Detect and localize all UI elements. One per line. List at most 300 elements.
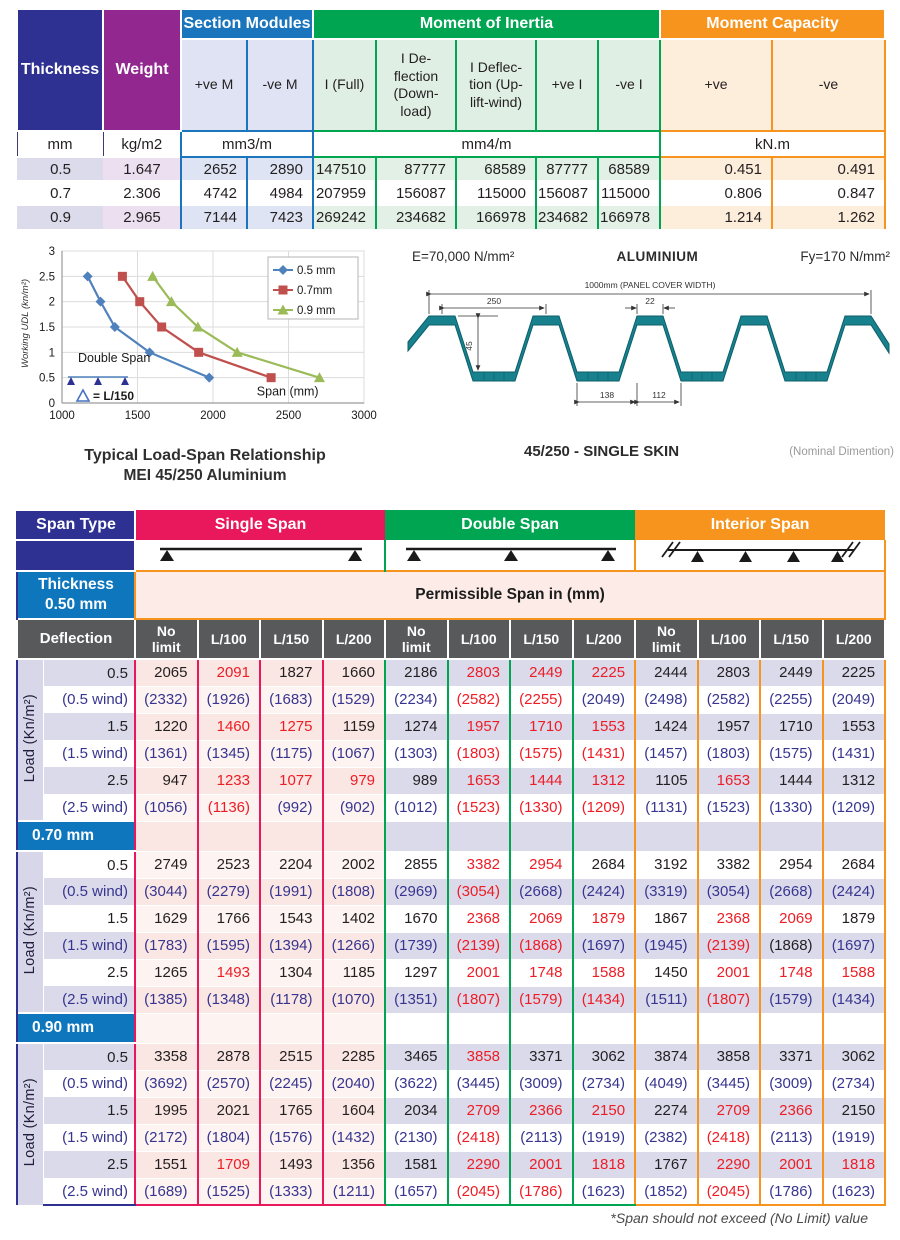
span-value-cell: 1709 <box>198 1151 261 1178</box>
interior-span-header: Interior Span <box>635 510 885 540</box>
span-value-cell: (1211) <box>323 1178 386 1205</box>
span-value-cell: (1209) <box>573 794 636 821</box>
sub-header: I De- flection (Down- load) <box>376 39 456 131</box>
span-type-spacer <box>17 540 135 571</box>
span-value-cell: (1431) <box>573 740 636 767</box>
section-header-spacer <box>573 821 636 851</box>
panel-profile-shape <box>408 316 889 381</box>
property-value-cell: 156087 <box>376 181 456 205</box>
span-value-cell: (1926) <box>198 686 261 713</box>
diagram-caption-row <box>394 443 900 460</box>
span-value-cell: (3054) <box>448 878 511 905</box>
y-tick-label: 2 <box>48 296 55 309</box>
panel-profile-drawing <box>394 264 900 436</box>
span-value-cell: 2954 <box>510 851 573 878</box>
span-value-cell: 1879 <box>573 905 636 932</box>
load-row-label: (2.5 wind) <box>43 794 135 821</box>
span-value-cell: 1748 <box>510 959 573 986</box>
span-value-cell: 1233 <box>198 767 261 794</box>
span-value-cell: 2803 <box>448 659 511 686</box>
span-value-cell: 2878 <box>198 1043 261 1070</box>
deflection-col-header: L/100 <box>698 619 761 659</box>
moment-capacity-header: Moment Capacity <box>660 9 885 39</box>
span-value-cell: (1385) <box>135 986 198 1013</box>
span-value-cell: (1919) <box>573 1124 636 1151</box>
section-header-spacer <box>135 821 198 851</box>
span-value-cell: 2001 <box>448 959 511 986</box>
span-value-cell: (2668) <box>510 878 573 905</box>
load-row-label: (1.5 wind) <box>43 1124 135 1151</box>
legend-label: 0.5 mm <box>297 265 336 277</box>
property-value-cell: 207959 <box>313 181 376 205</box>
profile-caption: 45/250 - SINGLE SKIN <box>524 443 680 460</box>
span-value-cell: 2366 <box>510 1097 573 1124</box>
span-value-cell: (2130) <box>385 1124 448 1151</box>
span-value-cell: (1786) <box>760 1178 823 1205</box>
span-value-cell: 3874 <box>635 1043 698 1070</box>
span-value-cell: (2424) <box>823 878 886 905</box>
span-value-cell: (2049) <box>823 686 886 713</box>
data-point <box>267 373 276 382</box>
span-value-cell: 2368 <box>448 905 511 932</box>
dim-depth: 45 <box>464 341 474 351</box>
unit-mm: mm <box>17 131 103 157</box>
span-value-cell: (1657) <box>385 1178 448 1205</box>
material-info-row <box>394 249 900 264</box>
span-value-cell: (1209) <box>823 794 886 821</box>
unit-kg: kg/m2 <box>103 131 181 157</box>
span-value-cell: (2113) <box>760 1124 823 1151</box>
load-axis-label: Load (Kn/m²) <box>17 851 43 1013</box>
span-value-cell: 1304 <box>260 959 323 986</box>
sub-header: I (Full) <box>313 39 376 131</box>
section-header-spacer <box>260 1013 323 1043</box>
x-axis-label: Span (mm) <box>256 384 319 399</box>
property-value-cell: 147510 <box>313 157 376 181</box>
unit-section-modules: mm3/m <box>181 131 313 157</box>
span-value-cell: (2234) <box>385 686 448 713</box>
thickness-050-header <box>17 571 135 619</box>
section-header-spacer <box>635 1013 698 1043</box>
span-value-cell: 2225 <box>823 659 886 686</box>
data-point <box>118 272 127 281</box>
unit-capacity: kN.m <box>660 131 885 157</box>
span-value-cell: 1312 <box>573 767 636 794</box>
property-value-cell: 87777 <box>536 157 598 181</box>
dim-crest-width: 22 <box>645 296 655 306</box>
span-value-cell: 1867 <box>635 905 698 932</box>
sub-header: I Deflec- tion (Up- lift-wind) <box>456 39 536 131</box>
property-value-cell: 0.7 <box>17 181 103 205</box>
load-row-label: 1.5 <box>43 905 135 932</box>
property-value-cell: 269242 <box>313 205 376 229</box>
span-value-cell: 3358 <box>135 1043 198 1070</box>
section-header-spacer <box>698 1013 761 1043</box>
sub-header: +ve <box>660 39 772 131</box>
span-value-cell: (1457) <box>635 740 698 767</box>
section-header-spacer <box>198 821 261 851</box>
span-value-cell: 2069 <box>510 905 573 932</box>
span-value-cell: 2021 <box>198 1097 261 1124</box>
span-value-cell: (1067) <box>323 740 386 767</box>
span-value-cell: (1056) <box>135 794 198 821</box>
data-point <box>135 297 144 306</box>
span-value-cell: 3192 <box>635 851 698 878</box>
load-row-label: 2.5 <box>43 959 135 986</box>
beam-diagram-row <box>17 540 885 571</box>
load-row-label: 0.5 <box>43 851 135 878</box>
deflection-col-header: L/100 <box>448 619 511 659</box>
span-value-cell: (2570) <box>198 1070 261 1097</box>
span-value-cell: (2582) <box>698 686 761 713</box>
span-value-cell: (1623) <box>823 1178 886 1205</box>
span-value-cell: (1131) <box>635 794 698 821</box>
load-row-label: (0.5 wind) <box>43 686 135 713</box>
dim-rib-spacing: 250 <box>486 296 502 306</box>
table-footnote: *Span should not exceed (No Limit) value <box>610 1210 868 1226</box>
section-header-spacer <box>198 1013 261 1043</box>
span-value-cell: 2444 <box>635 659 698 686</box>
property-value-cell: 4742 <box>181 181 247 205</box>
deflection-col-header: L/200 <box>573 619 636 659</box>
sub-header: -ve M <box>247 39 313 131</box>
property-value-cell: 166978 <box>456 205 536 229</box>
thickness-value: 0.50 mm <box>44 596 108 613</box>
y-axis-label: Working UDL (kn/m²) <box>20 278 31 368</box>
span-value-cell: 1670 <box>385 905 448 932</box>
span-value-cell: (1523) <box>448 794 511 821</box>
span-value-cell: 3382 <box>698 851 761 878</box>
property-value-cell: 234682 <box>536 205 598 229</box>
load-row-label: (1.5 wind) <box>43 740 135 767</box>
span-value-cell: (2049) <box>573 686 636 713</box>
span-value-cell: (2424) <box>573 878 636 905</box>
span-value-cell: (2498) <box>635 686 698 713</box>
span-value-cell: 2684 <box>573 851 636 878</box>
span-value-cell: (2418) <box>448 1124 511 1151</box>
load-axis-label: Load (Kn/m²) <box>17 659 43 821</box>
span-value-cell: (1804) <box>198 1124 261 1151</box>
x-tick-label: 3000 <box>351 410 377 422</box>
deflection-col-header: No limit <box>385 619 448 659</box>
deflection-annotation: = L/150 <box>93 389 135 403</box>
deflection-header-row <box>17 619 885 659</box>
span-value-cell: 1588 <box>823 959 886 986</box>
span-value-cell: 1444 <box>510 767 573 794</box>
span-value-cell: (1579) <box>760 986 823 1013</box>
chart-title-line1: Typical Load-Span Relationship <box>84 447 326 464</box>
span-value-cell: 1653 <box>698 767 761 794</box>
span-value-cell: 989 <box>385 767 448 794</box>
property-value-cell: 2.965 <box>103 205 181 229</box>
legend-label: 0.9 mm <box>297 305 336 317</box>
property-value-cell: 68589 <box>456 157 536 181</box>
property-value-cell: 2.306 <box>103 181 181 205</box>
span-value-cell: 1543 <box>260 905 323 932</box>
span-value-cell: 1879 <box>823 905 886 932</box>
double-span-annotation: Double Span <box>78 351 151 365</box>
span-value-cell: (2255) <box>510 686 573 713</box>
dimension-lines <box>429 290 871 406</box>
sub-header: -ve I <box>598 39 660 131</box>
span-value-cell: 1629 <box>135 905 198 932</box>
section-header-spacer <box>260 821 323 851</box>
span-value-cell: 1581 <box>385 1151 448 1178</box>
x-tick-label: 2000 <box>200 410 226 422</box>
span-value-cell: 979 <box>323 767 386 794</box>
property-value-cell: 7423 <box>247 205 313 229</box>
section-header-spacer <box>760 1013 823 1043</box>
span-value-cell: (1595) <box>198 932 261 959</box>
span-value-cell: (1351) <box>385 986 448 1013</box>
span-value-cell: 2065 <box>135 659 198 686</box>
property-value-cell: 68589 <box>598 157 660 181</box>
deflection-col-header: L/100 <box>198 619 261 659</box>
span-value-cell: (1511) <box>635 986 698 1013</box>
property-value-cell: 156087 <box>536 181 598 205</box>
span-value-cell: (1783) <box>135 932 198 959</box>
span-value-cell: 1159 <box>323 713 386 740</box>
span-value-cell: (2255) <box>760 686 823 713</box>
span-value-cell: (992) <box>260 794 323 821</box>
span-value-cell: 3465 <box>385 1043 448 1070</box>
span-value-cell: 1297 <box>385 959 448 986</box>
section-header-spacer <box>823 1013 886 1043</box>
span-value-cell: (1803) <box>448 740 511 767</box>
property-value-cell: 115000 <box>456 181 536 205</box>
y-tick-label: 0 <box>48 398 55 410</box>
span-value-cell: 3371 <box>760 1043 823 1070</box>
sub-header: +ve M <box>181 39 247 131</box>
pan-groove-marks <box>484 372 816 381</box>
span-value-cell: 1748 <box>760 959 823 986</box>
span-value-cell: 2366 <box>760 1097 823 1124</box>
span-value-cell: (2734) <box>823 1070 886 1097</box>
load-row-label: 2.5 <box>43 767 135 794</box>
span-value-cell: 1493 <box>260 1151 323 1178</box>
data-point <box>279 286 288 295</box>
span-value-cell: 1588 <box>573 959 636 986</box>
moment-of-inertia-header: Moment of Inertia <box>313 9 660 39</box>
span-value-cell: 1450 <box>635 959 698 986</box>
span-value-cell: (1697) <box>823 932 886 959</box>
y-tick-label: 3 <box>48 246 55 258</box>
span-value-cell: 2274 <box>635 1097 698 1124</box>
span-value-cell: (3622) <box>385 1070 448 1097</box>
span-value-cell: 1995 <box>135 1097 198 1124</box>
unit-inertia: mm4/m <box>313 131 660 157</box>
span-value-cell: 1766 <box>198 905 261 932</box>
span-value-cell: 3382 <box>448 851 511 878</box>
span-value-cell: (1852) <box>635 1178 698 1205</box>
span-value-cell: (1431) <box>823 740 886 767</box>
span-value-cell: 2803 <box>698 659 761 686</box>
span-value-cell: (1991) <box>260 878 323 905</box>
deflection-col-header: No limit <box>635 619 698 659</box>
span-value-cell: (1175) <box>260 740 323 767</box>
span-value-cell: (3009) <box>510 1070 573 1097</box>
span-value-cell: (1786) <box>510 1178 573 1205</box>
span-value-cell: 2709 <box>698 1097 761 1124</box>
span-value-cell: 1105 <box>635 767 698 794</box>
deflection-col-header: L/150 <box>510 619 573 659</box>
span-value-cell: (3044) <box>135 878 198 905</box>
span-value-cell: 1957 <box>698 713 761 740</box>
x-tick-label: 1000 <box>49 410 75 422</box>
span-value-cell: 2186 <box>385 659 448 686</box>
property-value-cell: 115000 <box>598 181 660 205</box>
property-value-cell: 0.491 <box>772 157 885 181</box>
dim-pan-width: 138 <box>599 390 615 400</box>
span-value-cell: (2172) <box>135 1124 198 1151</box>
span-value-cell: (1434) <box>823 986 886 1013</box>
span-value-cell: 2001 <box>760 1151 823 1178</box>
span-value-cell: (1689) <box>135 1178 198 1205</box>
property-value-cell: 0.5 <box>17 157 103 181</box>
span-value-cell: 947 <box>135 767 198 794</box>
span-value-cell: (1919) <box>823 1124 886 1151</box>
span-value-cell: 1710 <box>760 713 823 740</box>
span-value-cell: (2279) <box>198 878 261 905</box>
span-value-cell: (1434) <box>573 986 636 1013</box>
double-span-header: Double Span <box>385 510 635 540</box>
span-value-cell: (2382) <box>635 1124 698 1151</box>
span-value-cell: (1330) <box>510 794 573 821</box>
span-value-cell: (3319) <box>635 878 698 905</box>
span-value-cell: (1576) <box>260 1124 323 1151</box>
y-tick-label: 0.5 <box>39 372 55 385</box>
span-value-cell: (2418) <box>698 1124 761 1151</box>
span-value-cell: 3858 <box>698 1043 761 1070</box>
span-value-cell: 1553 <box>823 713 886 740</box>
span-value-cell: (1868) <box>510 932 573 959</box>
section-header-spacer <box>385 1013 448 1043</box>
section-header-spacer <box>635 821 698 851</box>
span-value-cell: 2069 <box>760 905 823 932</box>
span-value-cell: (1575) <box>760 740 823 767</box>
span-header-row <box>17 510 885 540</box>
deflection-label: Deflection <box>17 619 135 659</box>
span-value-cell: (1529) <box>323 686 386 713</box>
span-value-cell: 1460 <box>198 713 261 740</box>
span-value-cell: 2515 <box>260 1043 323 1070</box>
span-value-cell: 2001 <box>698 959 761 986</box>
span-value-cell: 2034 <box>385 1097 448 1124</box>
span-value-cell: 1765 <box>260 1097 323 1124</box>
span-value-cell: 2150 <box>823 1097 886 1124</box>
y-tick-label: 1.5 <box>39 322 55 334</box>
dim-cover-width: 1000mm (PANEL COVER WIDTH) <box>584 280 716 290</box>
e-modulus-label: E=70,000 N/mm² <box>412 249 515 264</box>
span-value-cell: 2523 <box>198 851 261 878</box>
load-row-label: (1.5 wind) <box>43 932 135 959</box>
property-value-cell: 166978 <box>598 205 660 229</box>
span-value-cell: (1575) <box>510 740 573 767</box>
chart-title <box>16 446 394 485</box>
deflection-col-header: L/150 <box>760 619 823 659</box>
property-value-cell: 1.214 <box>660 205 772 229</box>
span-value-cell: 1957 <box>448 713 511 740</box>
property-value-cell: 0.847 <box>772 181 885 205</box>
span-value-cell: (2045) <box>448 1178 511 1205</box>
section-header-spacer <box>823 821 886 851</box>
sub-header: -ve <box>772 39 885 131</box>
span-value-cell: (2582) <box>448 686 511 713</box>
span-value-cell: 1275 <box>260 713 323 740</box>
span-value-cell: (2332) <box>135 686 198 713</box>
span-value-cell: (1807) <box>448 986 511 1013</box>
span-value-cell: (1136) <box>198 794 261 821</box>
span-value-cell: (1178) <box>260 986 323 1013</box>
span-value-cell: (1525) <box>198 1178 261 1205</box>
thickness-section-header: 0.90 mm <box>17 1013 135 1043</box>
span-value-cell: 3858 <box>448 1043 511 1070</box>
span-value-cell: 2855 <box>385 851 448 878</box>
span-value-cell: 2204 <box>260 851 323 878</box>
span-value-cell: 2290 <box>698 1151 761 1178</box>
span-value-cell: (2969) <box>385 878 448 905</box>
span-value-cell: 2684 <box>823 851 886 878</box>
load-row-label: (0.5 wind) <box>43 878 135 905</box>
span-value-cell: (1868) <box>760 932 823 959</box>
property-value-cell: 0.451 <box>660 157 772 181</box>
span-value-cell: (1432) <box>323 1124 386 1151</box>
span-value-cell: (1070) <box>323 986 386 1013</box>
span-value-cell: 2285 <box>323 1043 386 1070</box>
span-value-cell: 1220 <box>135 713 198 740</box>
section-header-spacer <box>448 821 511 851</box>
span-value-cell: 3371 <box>510 1043 573 1070</box>
thickness-header: Thickness <box>17 9 103 131</box>
load-row-label: (2.5 wind) <box>43 1178 135 1205</box>
span-value-cell: (1697) <box>573 932 636 959</box>
span-value-cell: 2002 <box>323 851 386 878</box>
span-value-cell: 1827 <box>260 659 323 686</box>
legend-label: 0.7mm <box>297 285 333 297</box>
load-row-label: 2.5 <box>43 1151 135 1178</box>
property-value-cell: 0.9 <box>17 205 103 229</box>
span-value-cell: 1653 <box>448 767 511 794</box>
deflection-col-header: No limit <box>135 619 198 659</box>
span-value-cell: (3054) <box>698 878 761 905</box>
property-value-cell: 234682 <box>376 205 456 229</box>
property-value-cell: 1.647 <box>103 157 181 181</box>
load-row-label: 1.5 <box>43 713 135 740</box>
span-value-cell: 2449 <box>510 659 573 686</box>
span-value-cell: 2091 <box>198 659 261 686</box>
span-value-cell: 1312 <box>823 767 886 794</box>
span-value-cell: (1330) <box>760 794 823 821</box>
span-value-cell: 3062 <box>823 1043 886 1070</box>
span-value-cell: 2749 <box>135 851 198 878</box>
span-value-cell: 1077 <box>260 767 323 794</box>
load-row-label: (0.5 wind) <box>43 1070 135 1097</box>
section-header-spacer <box>323 821 386 851</box>
property-value-cell: 87777 <box>376 157 456 181</box>
thickness-label: Thickness <box>38 575 114 593</box>
load-span-chart <box>16 243 394 499</box>
material-label: ALUMINIUM <box>616 249 699 264</box>
span-value-cell: (1739) <box>385 932 448 959</box>
span-value-cell: (3445) <box>698 1070 761 1097</box>
span-value-cell: 1265 <box>135 959 198 986</box>
span-value-cell: (1012) <box>385 794 448 821</box>
span-value-cell: (1348) <box>198 986 261 1013</box>
span-value-cell: (1394) <box>260 932 323 959</box>
section-header-spacer <box>698 821 761 851</box>
span-value-cell: 1553 <box>573 713 636 740</box>
span-type-header: Span Type <box>17 510 135 540</box>
